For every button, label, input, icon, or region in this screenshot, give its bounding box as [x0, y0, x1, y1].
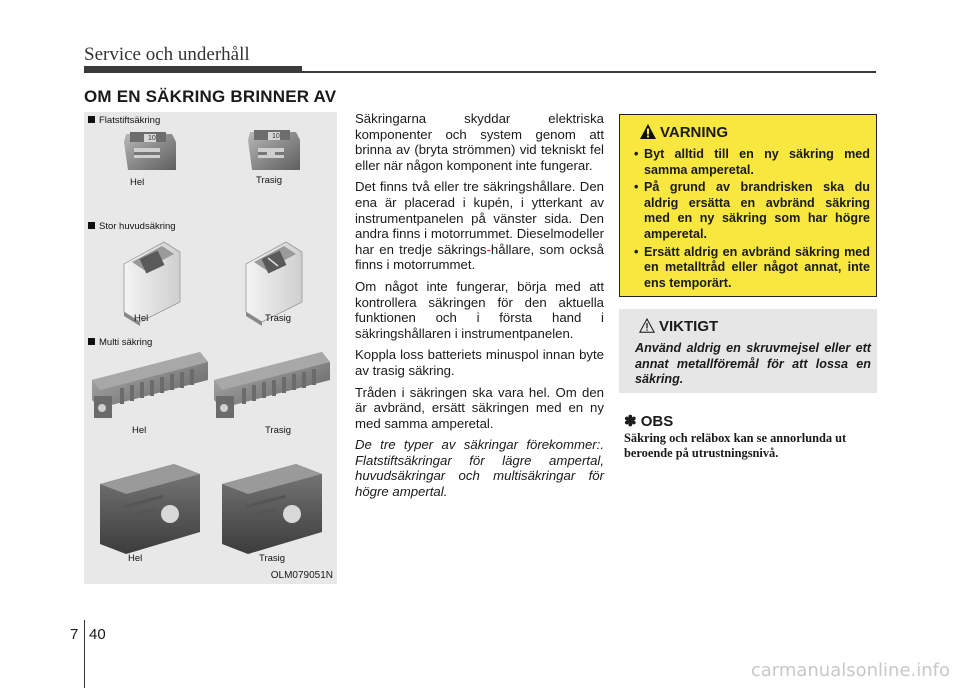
bullet-icon: •	[634, 244, 639, 259]
figure-group-label: Flatstiftsäkring	[88, 115, 160, 126]
blade-fuse-intact	[124, 132, 176, 170]
footer-rule	[84, 620, 85, 688]
body-text	[355, 111, 604, 506]
square-bullet-icon	[88, 338, 95, 345]
chapter-number: 7	[70, 626, 79, 643]
fuse-rating-broken: 10	[272, 133, 280, 140]
warning-triangle-icon	[640, 124, 656, 139]
caption-broken: Trasig	[256, 175, 283, 186]
paragraph: Tråden i säkringen ska vara hel. Om den är avbränd, ersätt säkringen med en ny med samma amperetal.	[355, 384, 604, 431]
fuse-illustration	[84, 112, 337, 584]
square-bullet-icon	[88, 116, 95, 123]
fuse-rating-intact: 10	[148, 135, 156, 142]
bullet-icon: •	[634, 147, 639, 161]
caption-intact: Hel	[128, 553, 143, 564]
caption-broken: Trasig	[259, 553, 286, 564]
header-rule-thin	[302, 71, 876, 73]
caption-intact: Hel	[130, 177, 145, 188]
caption-broken: Trasig	[265, 425, 292, 436]
blade-fuse-broken	[248, 130, 300, 170]
header-rule-thick	[84, 66, 302, 73]
warning-item: • På grund av brandrisken ska du aldrig ersätta en avbränd säkring med en ny säkring som har högre amperetal.	[634, 180, 870, 241]
paragraph: Det finns två eller tre säkringshållare. Den ena är placerad i kupén, i ytterkant av instrumentpanelen på vänster sida. Den andra finns i motorrummet. Dieselmodeller har en tredje säkrings-hållare, som också finns i motorrummet.	[355, 179, 604, 273]
paragraph: De tre typer av säkringar förekommer:. Flatstiftsäkringar för lägre ampertal, huvudsäkringar och multisäkringar för högre ampertal.	[355, 437, 604, 500]
figure-group-label: Stor huvudsäkring	[88, 221, 176, 232]
section-title: OM EN SÄKRING BRINNER AV	[84, 87, 337, 106]
caution-triangle-icon	[639, 318, 655, 333]
fuse-block-intact	[100, 464, 200, 554]
bullet-icon: •	[634, 180, 639, 195]
paragraph: Koppla loss batteriets minuspol innan byte av trasig säkring.	[355, 347, 604, 378]
paragraph: Säkringarna skyddar elektriska komponenter och system genom att brinna av (bryta strömmen) vid tekniskt fel eller när någon komponent inte fungerar.	[355, 111, 604, 173]
warning-list	[630, 147, 870, 293]
note-heading: ✽ OBS	[624, 413, 674, 430]
caption-intact: Hel	[132, 425, 147, 436]
main-fuse-intact	[124, 242, 180, 326]
figure-group-label: Multi säkring	[88, 337, 152, 348]
caption-broken: Trasig	[265, 313, 292, 324]
paragraph: Om något inte fungerar, börja med att kontrollera säkringen för den aktuella funktionen och i första hand i säkringshållaren i instrumentpanelen.	[355, 278, 604, 341]
square-bullet-icon	[88, 222, 95, 229]
multi-fuse-intact	[92, 352, 208, 418]
warning-item: • Byt alltid till en ny säkring med samma amperetal.	[634, 147, 870, 177]
important-text: Använd aldrig en skruvmejsel eller ett annat metallföremål för att lossa en säkring.	[635, 341, 871, 387]
caption-intact: Hel	[134, 313, 149, 324]
fuse-block-broken	[222, 464, 322, 554]
important-heading: VIKTIGT	[639, 318, 718, 335]
running-header: Service och underhåll	[84, 44, 250, 65]
warning-box	[619, 114, 877, 297]
note-text: Säkring och reläbox kan se annorlunda ut beroende på utrustningsnivå.	[624, 431, 847, 460]
figure-code: OLM079051N	[270, 570, 333, 581]
fuse-drawings	[84, 112, 337, 584]
page-number: 40	[89, 626, 106, 643]
important-box	[619, 309, 877, 393]
multi-fuse-broken	[214, 352, 330, 418]
watermark: carmanualsonline.info	[750, 660, 950, 681]
warning-heading: VARNING	[640, 124, 728, 141]
warning-item: • Ersätt aldrig en avbränd säkring med en metalltråd eller något annat, inte ens temporärt.	[634, 244, 870, 290]
